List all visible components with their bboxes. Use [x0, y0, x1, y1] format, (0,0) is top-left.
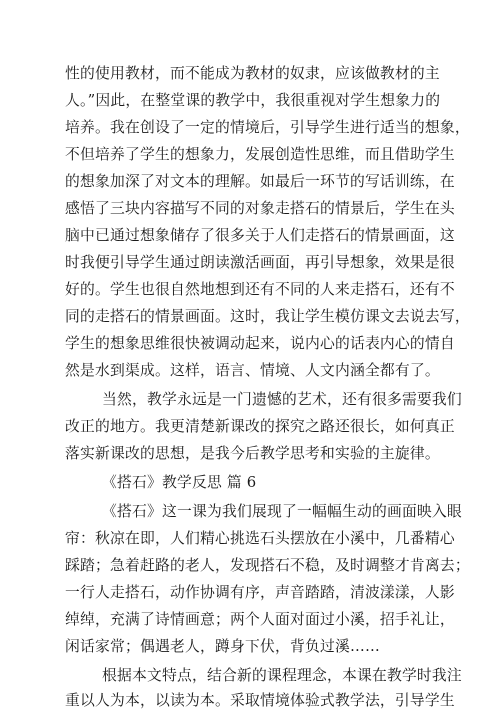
text-line: 人。”因此，在整堂课的教学中，我很重视对学生想象力的 — [65, 92, 441, 109]
section-heading: 《搭石》教学反思 篇 6 — [102, 474, 257, 491]
text-line: 的想象加深了对文本的理解。如最后一环节的写话训练，在 — [65, 173, 455, 190]
text-line: 好的。学生也很自然地想到还有不同的人来走搭石，还有不 — [65, 281, 455, 298]
text-line: 感悟了三块内容描写不同的对象走搭石的情景后，学生在头 — [65, 200, 455, 217]
text-line: 然是水到渠成。这样，语言、情境、人文内涵全都有了。 — [65, 362, 440, 379]
paragraph-first-line: 《搭石》这一课为我们展现了一幅幅生动的画面映入眼 — [102, 503, 462, 520]
text-line: 不但培养了学生的想象力，发展创造性思维，而且借助学生 — [65, 146, 455, 163]
text-line: 落实新课改的思想，是我今后教学思考和实验的主旋律。 — [65, 445, 440, 462]
text-line: 帘：秋凉在即，人们精心挑选石头摆放在小溪中，几番精心 — [65, 530, 455, 547]
text-line: 绰绰，充满了诗情画意；两个人面对面过小溪，招手礼让， — [65, 611, 455, 628]
text-line: 性的使用教材，而不能成为教材的奴隶，应该做教材的主 — [65, 65, 440, 82]
text-line: 时我便引导学生通过朗读激活画面，再引导想象，效果是很 — [65, 254, 455, 271]
text-line: 一行人走搭石，动作协调有序，声音踏踏，清波漾漾，人影 — [65, 584, 455, 601]
text-line: 脑中已通过想象储存了很多关于人们走搭石的情景画面，这 — [65, 227, 455, 244]
paragraph-first-line: 当然，教学永远是一门遗憾的艺术，还有很多需要我们 — [102, 391, 462, 408]
text-line: 学生的想象思维很快被调动起来，说内心的话表内心的情自 — [65, 335, 455, 352]
text-line: 重以人为本，以读为本。采取情境体验式教学法，引导学生 — [65, 692, 455, 709]
text-line: 踩踏；急着赶路的老人，发现搭石不稳，及时调整才肯离去； — [65, 557, 470, 574]
text-line: 闲话家常；偶遇老人，蹲身下伏，背负过溪…… — [65, 638, 380, 655]
text-line: 培养。我在创设了一定的情境后，引导学生进行适当的想象， — [65, 119, 470, 136]
text-line: 同的走搭石的情景画面。这时，我让学生模仿课文去说去写， — [65, 308, 470, 325]
paragraph-first-line: 根据本文特点，结合新的课程理念，本课在教学时我注 — [102, 667, 462, 684]
text-line: 改正的地方。我更清楚新课改的探究之路还很长，如何真正 — [65, 418, 455, 435]
